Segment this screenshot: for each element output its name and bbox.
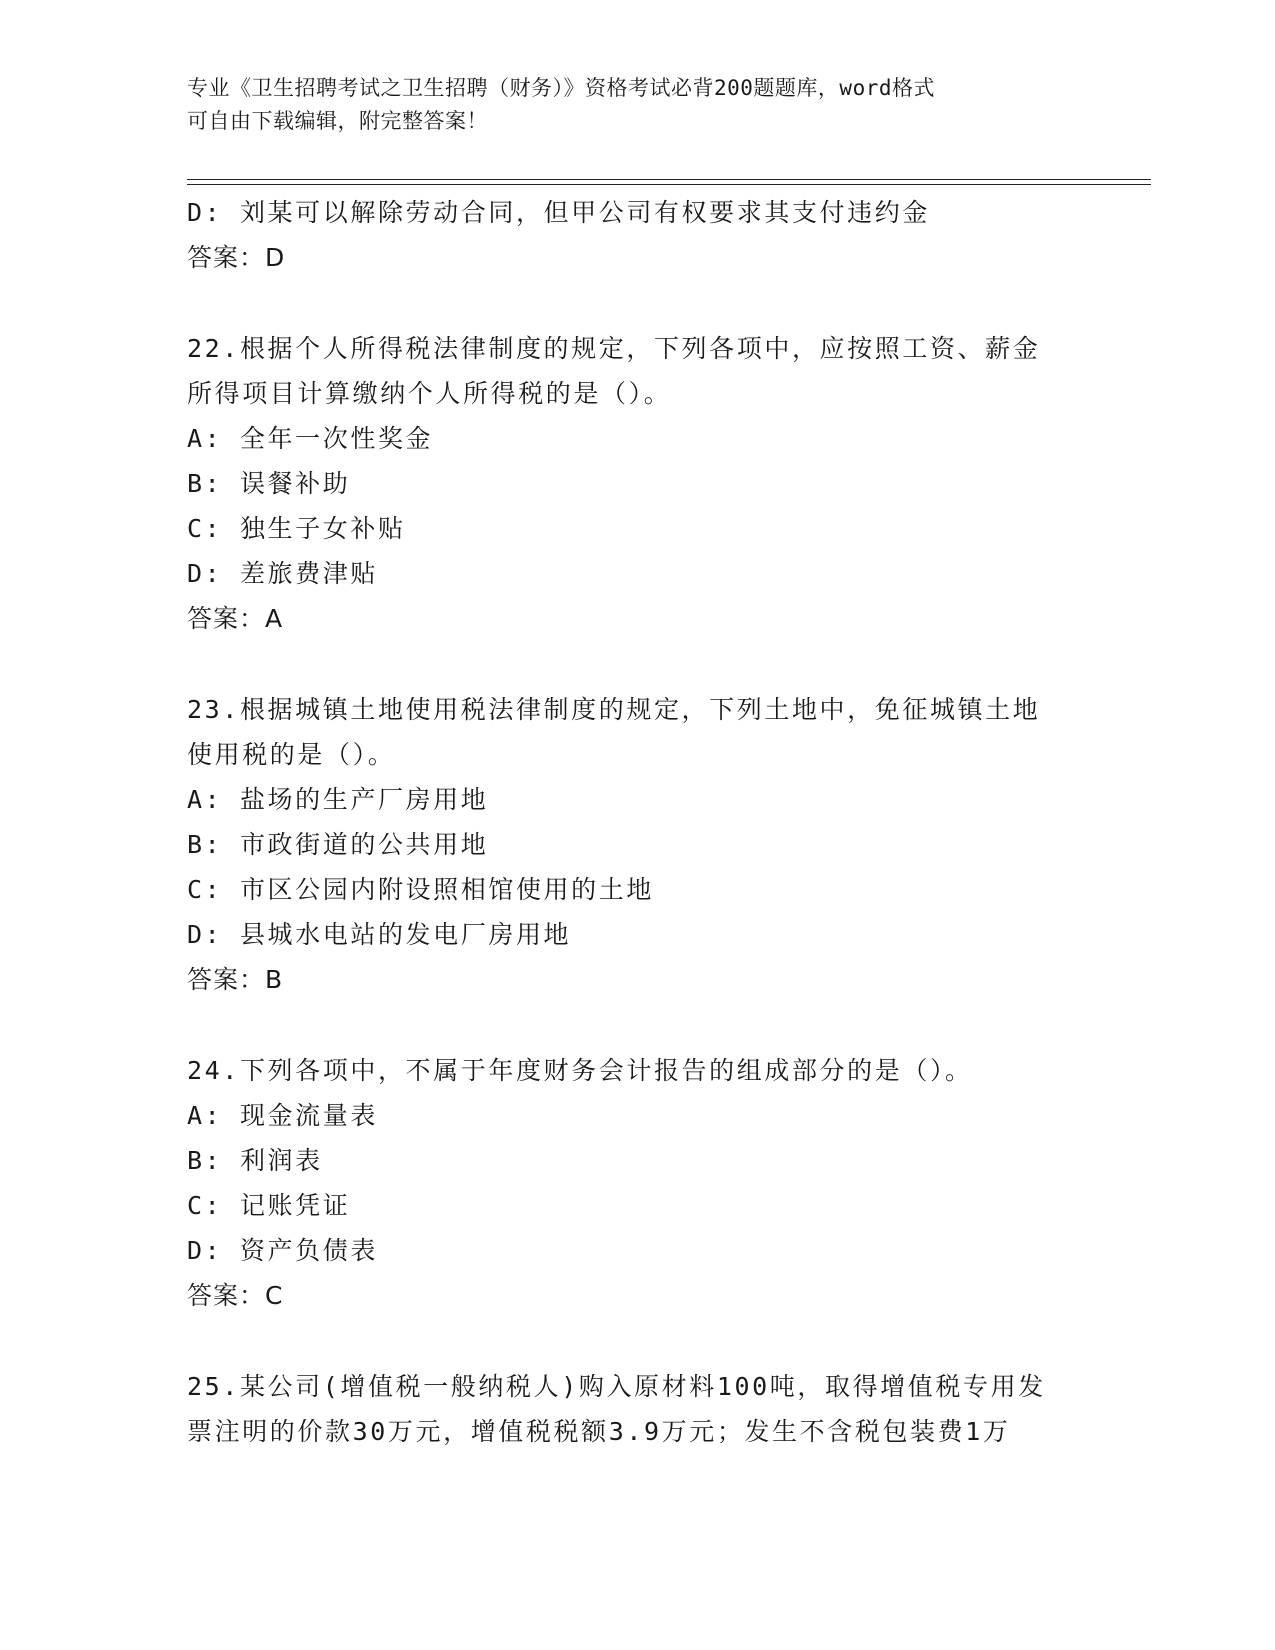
question-25 [187, 1364, 1087, 1454]
option-c: C: 市区公园内附设照相馆使用的土地 [187, 875, 654, 904]
spacer [187, 1318, 1087, 1364]
question-22 [187, 326, 1087, 641]
spacer [187, 280, 1087, 326]
answer: 答案：C [187, 1281, 284, 1310]
spacer [187, 641, 1087, 687]
option-a: A: 现金流量表 [187, 1101, 378, 1130]
question-stem: 25.某公司(增值税一般纳税人)购入原材料100吨，取得增值税专用发 [187, 1372, 1046, 1401]
option-c: C: 独生子女补贴 [187, 514, 406, 543]
question-24 [187, 1048, 1087, 1318]
question-stem-cont: 票注明的价款30万元，增值税税额3.9万元；发生不含税包装费1万 [187, 1417, 1011, 1446]
header-line-2: 可自由下载编辑，附完整答案！ [187, 109, 488, 133]
option-d: D: 刘某可以解除劳动合同，但甲公司有权要求其支付违约金 [187, 198, 930, 227]
question-23 [187, 687, 1087, 1002]
option-d: D: 资产负债表 [187, 1236, 378, 1265]
question-stem: 24.下列各项中，不属于年度财务会计报告的组成部分的是（）。 [187, 1056, 973, 1085]
option-a: A: 盐场的生产厂房用地 [187, 785, 489, 814]
question-21-tail [187, 190, 1087, 280]
header-divider-top [187, 179, 1151, 180]
spacer [187, 1002, 1087, 1048]
answer: 答案：B [187, 965, 284, 994]
option-c: C: 记账凭证 [187, 1191, 351, 1220]
answer: 答案：D [187, 243, 286, 272]
option-d: D: 差旅费津贴 [187, 559, 378, 588]
header-divider-bottom [187, 184, 1151, 185]
question-stem: 22.根据个人所得税法律制度的规定，下列各项中，应按照工资、薪金 [187, 334, 1041, 363]
header-line-1: 专业《卫生招聘考试之卫生招聘（财务）》资格考试必背200题题库，word格式 [187, 76, 935, 100]
question-stem-cont: 所得项目计算缴纳个人所得税的是（）。 [187, 379, 672, 408]
question-content [187, 190, 1087, 1454]
question-stem-cont: 使用税的是（）。 [187, 740, 396, 769]
option-b: B: 利润表 [187, 1146, 323, 1175]
question-stem: 23.根据城镇土地使用税法律制度的规定，下列土地中，免征城镇土地 [187, 695, 1041, 724]
option-b: B: 误餐补助 [187, 469, 351, 498]
option-d: D: 县城水电站的发电厂房用地 [187, 920, 572, 949]
answer: 答案：A [187, 604, 284, 633]
page-header [187, 72, 1077, 138]
option-b: B: 市政街道的公共用地 [187, 830, 489, 859]
option-a: A: 全年一次性奖金 [187, 424, 434, 453]
